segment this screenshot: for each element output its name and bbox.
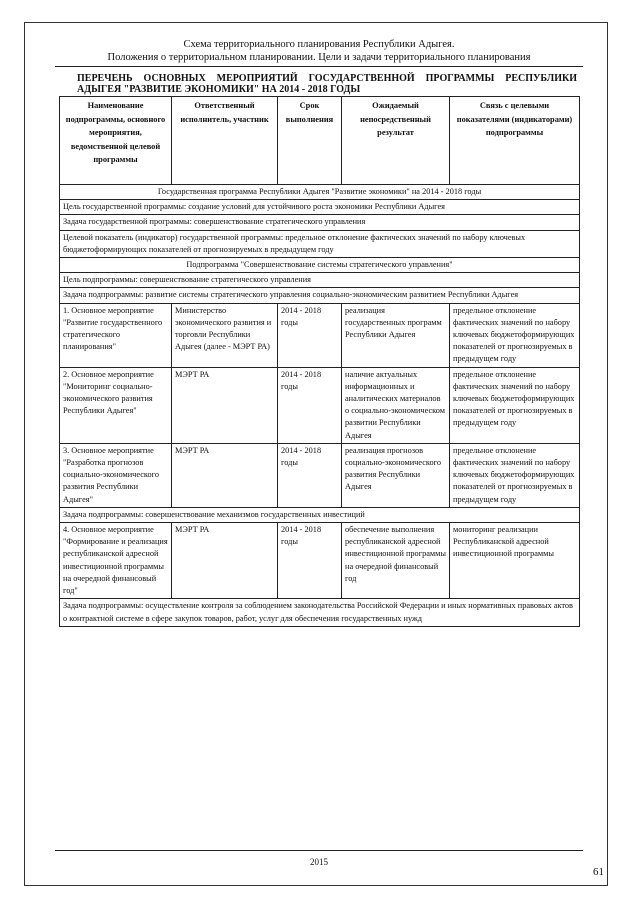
measure-term: 2014 - 2018 годы <box>278 443 342 507</box>
program-indicator: Целевой показатель (индикатор) государственной программы: предельное отклонение фактических значений по набору ключевых бюджетоформирующих показателей от прогнозируемых в предыдущем году <box>60 230 580 257</box>
measure-term: 2014 - 2018 годы <box>278 367 342 443</box>
measure-result: обеспечение выполнения республиканской адресной инвестиционной программы на очередной финансовый год <box>342 523 450 599</box>
column-header: Ожидаемый непосредственный результат <box>342 97 450 185</box>
measure-executor: МЭРТ РА <box>172 443 278 507</box>
table-row <box>60 367 580 443</box>
measure-executor: МЭРТ РА <box>172 523 278 599</box>
table-row <box>60 303 580 367</box>
program-task: Задача государственной программы: совершенствование стратегического управления <box>60 215 580 230</box>
measure-link: предельное отклонение фактических значений по набору ключевых бюджетоформирующих показателей от прогнозируемых в предыдущем году <box>450 443 580 507</box>
measures-table <box>59 96 580 627</box>
measure-executor: МЭРТ РА <box>172 367 278 443</box>
page-number: 61 <box>593 866 604 878</box>
measure-term: 2014 - 2018 годы <box>278 523 342 599</box>
measure-result: реализация государственных программ Республики Адыгея <box>342 303 450 367</box>
column-header: Срок выполнения <box>278 97 342 185</box>
header-line-1: Схема территориального планирования Республики Адыгея. <box>183 39 455 50</box>
table-row <box>60 523 580 599</box>
subprogram-task: Задача подпрограммы: осуществление контроля за соблюдением законодательства Российской Федерации и иных нормативных правовых актов о контрактной системе в сфере закупок товаров, работ, услуг для обеспечения государственных нужд <box>60 599 580 626</box>
table-row <box>60 443 580 507</box>
measure-link: предельное отклонение фактических значений по набору ключевых бюджетоформирующих показателей от прогнозируемых в предыдущем году <box>450 303 580 367</box>
program-row: Государственная программа Республики Адыгея "Развитие экономики" на 2014 - 2018 годы <box>60 185 580 200</box>
measure-link: предельное отклонение фактических значений по набору ключевых бюджетоформирующих показателей от прогнозируемых в предыдущем году <box>450 367 580 443</box>
measure-term: 2014 - 2018 годы <box>278 303 342 367</box>
measure-name: 1. Основное мероприятие "Развитие государственного стратегического планирования" <box>60 303 172 367</box>
measure-executor: Министерство экономического развития и торговли Республики Адыгея (далее - МЭРТ РА) <box>172 303 278 367</box>
subprogram-title: Подпрограмма "Совершенствование системы стратегического управления" <box>60 258 580 273</box>
header-rule <box>55 66 583 67</box>
measure-result: реализация прогнозов социально-экономического развития Республики Адыгея <box>342 443 450 507</box>
measure-name: 2. Основное мероприятие "Мониторинг социально-экономического развития Республики Адыгея" <box>60 367 172 443</box>
measure-link: мониторинг реализации Республиканской адресной инвестиционной программы <box>450 523 580 599</box>
table-header-row <box>60 97 580 185</box>
measure-name: 3. Основное мероприятие "Разработка прогнозов социально-экономического развития Республики Адыгея" <box>60 443 172 507</box>
document-title: ПЕРЕЧЕНЬ ОСНОВНЫХ МЕРОПРИЯТИЙ ГОСУДАРСТВЕННОЙ ПРОГРАММЫ РЕСПУБЛИКИ АДЫГЕЯ "РАЗВИТИЕ ЭКОНОМИКИ" НА 2014 - 2018 ГОДЫ <box>77 73 577 95</box>
column-header: Наименование подпрограммы, основного мероприятия, ведомственной целевой программы <box>60 97 172 185</box>
program-goal: Цель государственной программы: создание условий для устойчивого роста экономики Республики Адыгея <box>60 200 580 215</box>
measure-result: наличие актуальных информационных и аналитических материалов о социально-экономическом развитии Республики Адыгея <box>342 367 450 443</box>
subprogram-task: Задача подпрограммы: развитие системы стратегического управления социально-экономическим развитием Республики Адыгея <box>60 288 580 303</box>
footer-rule <box>55 850 583 851</box>
subprogram-goal: Цель подпрограммы: совершенствование стратегического управления <box>60 273 580 288</box>
column-header: Ответственный исполнитель, участник <box>172 97 278 185</box>
measure-name: 4. Основное мероприятие "Формирование и реализация республиканской адресной инвестиционной программы на очередной финансовый год" <box>60 523 172 599</box>
column-header: Связь с целевыми показателями (индикаторами) подпрограммы <box>450 97 580 185</box>
header-line-2: Положения о территориальном планировании. Цели и задачи территориального планирования <box>107 52 531 63</box>
footer-year: 2015 <box>310 857 328 867</box>
subprogram-task: Задача подпрограммы: совершенствование механизмов государственных инвестиций <box>60 507 580 522</box>
